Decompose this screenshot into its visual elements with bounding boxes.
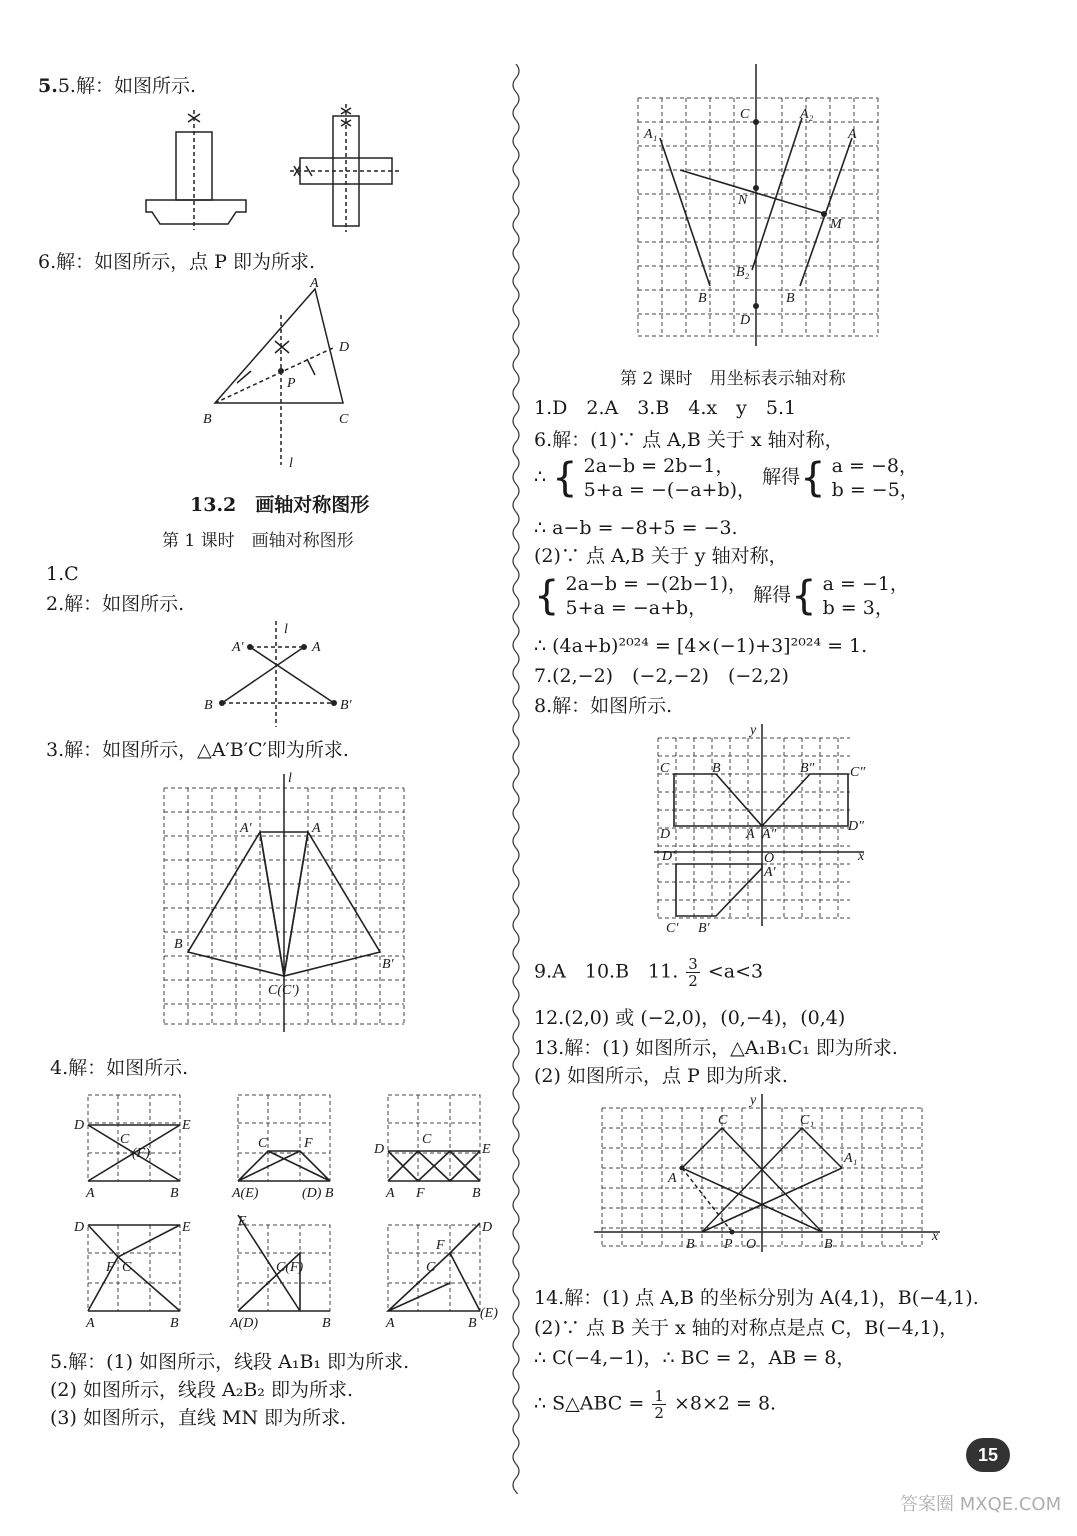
figure-a5-grid (630, 60, 890, 350)
svg-text:O: O (764, 851, 775, 866)
svg-text:E: E (482, 1142, 491, 1157)
r13-2: (2) 如图所示，点 P 即为所求. (534, 1065, 788, 1087)
svg-text:A: A (310, 276, 319, 291)
svg-text:B′: B′ (382, 957, 394, 972)
column-divider (508, 64, 524, 1494)
svg-text:A″: A″ (762, 827, 777, 842)
svg-text:D′: D′ (662, 849, 676, 864)
figure-r8-coordinate (650, 720, 880, 940)
svg-text:C(C′): C(C′) (268, 983, 300, 998)
svg-text:O: O (746, 1237, 757, 1252)
a5-1: 5.解：(1) 如图所示，线段 A₁B₁ 即为所求. (50, 1351, 410, 1373)
svg-text:E: E (182, 1220, 191, 1235)
svg-text:A: A (668, 1171, 677, 1186)
r6-0: 6.解：(1)∵ 点 A,B 关于 x 轴对称， (534, 429, 844, 451)
svg-text:A(E): A(E) (232, 1186, 259, 1201)
svg-text:B: B (712, 761, 721, 776)
svg-text:C′: C′ (666, 921, 679, 936)
svg-text:C: C (740, 107, 750, 122)
svg-text:B: B (786, 291, 795, 306)
svg-text:F: F (106, 1260, 115, 1275)
svg-text:B: B (170, 1316, 179, 1331)
svg-text:D: D (74, 1220, 85, 1235)
figure-q5-top (140, 100, 420, 235)
page-number: 15 (966, 1438, 1010, 1472)
q5-top: 5.5.解：如图所示. (38, 75, 197, 97)
svg-text:C″: C″ (850, 765, 866, 780)
svg-text:A: A (86, 1186, 95, 1201)
figure-a3-grid (160, 770, 410, 1032)
r6-system-2: { 2a−b = −(2b−1)， 5+a = −a+b， 解得{ a = −1， b = 3， (534, 573, 909, 619)
svg-text:(F): (F) (132, 1146, 150, 1161)
svg-text:D″: D″ (848, 819, 864, 834)
svg-text:B: B (468, 1316, 477, 1331)
svg-text:B: B (203, 412, 212, 427)
r6-5: ∴ (4a+b)²⁰²⁴ = [4×(−1)+3]²⁰²⁴ = 1. (534, 635, 868, 657)
svg-text:B: B (698, 291, 707, 306)
svg-text:E: E (182, 1118, 191, 1133)
svg-text:P: P (287, 376, 296, 391)
a4: 4.解：如图所示. (50, 1057, 189, 1079)
lesson1-title: 第 1 课时 画轴对称图形 (162, 531, 354, 551)
svg-text:N: N (738, 193, 748, 208)
svg-text:A: A (386, 1316, 395, 1331)
r14-3: ∴ C(−4,−1)，∴ BC = 2，AB = 8， (534, 1347, 856, 1369)
svg-text:B: B (174, 937, 183, 952)
svg-text:C: C (426, 1260, 436, 1275)
r9-11: 9.A 10.B 11. $\frac{3}{2}$ <a<3 (534, 955, 764, 990)
svg-text:A(D): A(D) (230, 1316, 258, 1331)
svg-text:A₂: A₂ (800, 107, 814, 122)
svg-text:A: A (746, 827, 755, 842)
svg-text:l: l (289, 456, 293, 471)
svg-text:P: P (724, 1237, 733, 1252)
svg-text:D: D (74, 1118, 85, 1133)
svg-text:y: y (750, 723, 757, 738)
svg-text:C: C (718, 1113, 728, 1128)
svg-text:(D) B: (D) B (302, 1186, 334, 1201)
svg-text:y: y (750, 1093, 757, 1108)
r14-4: ∴ S△ABC = $\frac{1}{2}$ ×8×2 = 8. (534, 1387, 777, 1422)
svg-text:B: B (322, 1316, 331, 1331)
svg-text:F: F (416, 1186, 425, 1201)
a5-2: (2) 如图所示，线段 A₂B₂ 即为所求. (50, 1379, 353, 1401)
r1: 1.D 2.A 3.B 4.x y 5.1 (534, 397, 797, 419)
lesson2-title: 第 2 课时 用坐标表示轴对称 (620, 369, 846, 389)
a5-3: (3) 如图所示，直线 MN 即为所求. (50, 1407, 347, 1429)
q6-top: 6.解：如图所示，点 P 即为所求. (38, 251, 316, 273)
a2: 2.解：如图所示. (46, 593, 185, 615)
svg-text:C: C (120, 1132, 130, 1147)
svg-text:E: E (238, 1214, 247, 1229)
svg-text:A: A (312, 821, 321, 836)
svg-text:F: F (304, 1136, 313, 1151)
svg-text:C: C (122, 1260, 132, 1275)
svg-text:C: C (339, 412, 349, 427)
svg-text:B₂: B₂ (736, 265, 750, 280)
svg-text:A: A (86, 1316, 95, 1331)
svg-text:A₁: A₁ (844, 1151, 858, 1166)
svg-text:l: l (284, 622, 288, 637)
figure-a4-panels (70, 1085, 510, 1365)
svg-text:M: M (830, 217, 842, 232)
svg-text:B: B (824, 1237, 833, 1252)
r7: 7.(2,−2) (−2,−2) (−2,2) (534, 665, 789, 687)
svg-text:B: B (686, 1237, 695, 1252)
r14-2: (2)∵ 点 B 关于 x 轴的对称点是点 C，B(−4,1)， (534, 1317, 959, 1339)
r6-3: (2)∵ 点 A,B 关于 y 轴对称， (534, 545, 788, 567)
figure-q6-triangle (195, 275, 375, 475)
figure-r13-coordinate (590, 1090, 960, 1260)
svg-text:A₁: A₁ (644, 127, 658, 142)
r13-1: 13.解：(1) 如图所示，△A₁B₁C₁ 即为所求. (534, 1037, 898, 1059)
svg-text:A: A (312, 640, 321, 655)
svg-text:l: l (288, 771, 292, 786)
svg-text:A′: A′ (232, 640, 244, 655)
r6-system-1: ∴ { 2a−b = 2b−1， 5+a = −(−a+b)， 解得{ a = −8， b = −5， (534, 455, 919, 501)
svg-text:(E): (E) (480, 1306, 498, 1321)
svg-text:A′: A′ (764, 865, 776, 880)
r12: 12.(2,0) 或 (−2,0)，(0,−4)，(0,4) (534, 1007, 846, 1029)
svg-text:D: D (482, 1220, 493, 1235)
svg-text:A: A (386, 1186, 395, 1201)
svg-text:A: A (848, 127, 857, 142)
svg-text:D: D (339, 340, 350, 355)
figure-a2 (200, 615, 360, 730)
a3: 3.解：如图所示，△A′B′C′即为所求. (46, 739, 349, 761)
watermark: 答案圈 MXQE.COM (900, 1494, 1062, 1515)
svg-text:F: F (436, 1238, 445, 1253)
svg-text:B: B (170, 1186, 179, 1201)
a1: 1.C (46, 563, 79, 585)
svg-text:C: C (258, 1136, 268, 1151)
svg-text:B′: B′ (698, 921, 710, 936)
svg-text:C(F): C(F) (276, 1260, 304, 1275)
svg-text:C₁: C₁ (800, 1113, 815, 1128)
svg-text:C: C (660, 761, 670, 776)
svg-text:D: D (740, 313, 751, 328)
svg-text:A′: A′ (240, 821, 252, 836)
svg-text:B′: B′ (340, 698, 352, 713)
svg-text:x: x (932, 1229, 939, 1244)
svg-text:D: D (374, 1142, 385, 1157)
r8: 8.解：如图所示. (534, 695, 673, 717)
svg-text:B: B (204, 698, 213, 713)
svg-text:x: x (858, 849, 865, 864)
svg-text:B: B (472, 1186, 481, 1201)
svg-text:C: C (422, 1132, 432, 1147)
r14-1: 14.解：(1) 点 A,B 的坐标分别为 A(4,1)，B(−4,1). (534, 1287, 979, 1309)
section-title: 13.2 画轴对称图形 (190, 494, 370, 516)
svg-text:B″: B″ (800, 761, 815, 776)
r6-2: ∴ a−b = −8+5 = −3. (534, 517, 738, 539)
svg-text:D: D (660, 827, 671, 842)
